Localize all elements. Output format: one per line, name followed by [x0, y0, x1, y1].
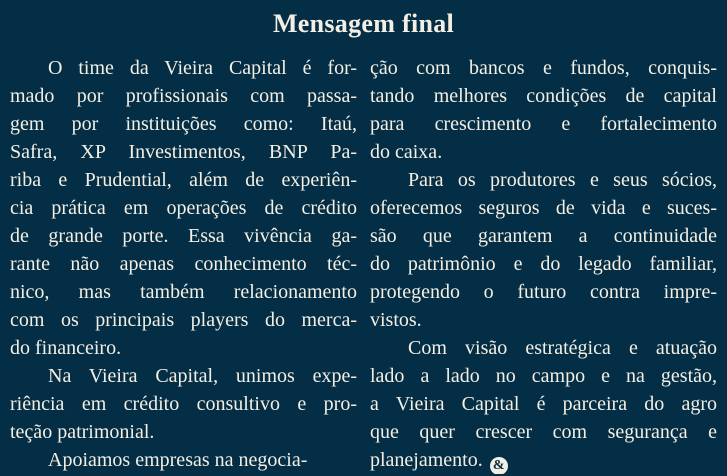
text-line	[10, 222, 357, 250]
ampersand-seal-icon: &	[490, 457, 508, 474]
text-column-left	[10, 54, 357, 474]
text-line	[370, 306, 717, 334]
text-line-content: a Vieira Capital é parceira do agro	[370, 393, 717, 415]
text-line	[370, 138, 717, 166]
text-line	[10, 446, 357, 474]
page-title: Mensagem final	[272, 9, 455, 38]
text-line	[370, 390, 717, 418]
text-line	[370, 418, 717, 446]
text-line-content: de grande porte. Essa vivência ga-	[10, 225, 357, 247]
text-line	[10, 278, 357, 306]
text-line	[10, 82, 357, 110]
text-line-content: que quer crescer com segurança e	[370, 421, 717, 443]
text-line	[370, 250, 717, 278]
text-line	[10, 418, 357, 446]
text-line-content: teção patrimonial.	[10, 421, 155, 443]
text-line-content: do patrimônio e do legado familiar,	[370, 253, 717, 275]
text-line	[370, 166, 717, 194]
text-line	[10, 390, 357, 418]
text-line-content: gem por instituições como: Itaú,	[10, 113, 357, 135]
text-line-content: planejamento.	[370, 449, 483, 471]
text-line-content: cia prática em operações de crédito	[10, 197, 357, 219]
text-line	[10, 194, 357, 222]
text-line-content: do financeiro.	[10, 337, 122, 359]
text-line-content: protegendo o futuro contra impre-	[370, 281, 717, 303]
text-line-content: Na Vieira Capital, unimos expe-	[48, 365, 357, 387]
text-line-content: tando melhores condições de capital	[370, 85, 717, 107]
text-line	[10, 110, 357, 138]
text-line-content: lado a lado no campo e na gestão,	[370, 365, 717, 387]
text-line	[370, 222, 717, 250]
text-line-content: mado por profissionais com passa-	[10, 85, 357, 107]
text-column-right	[370, 54, 717, 474]
text-line-content: rante não apenas conhecimento téc-	[10, 253, 357, 275]
text-line	[370, 82, 717, 110]
text-line-content: para crescimento e fortalecimento	[370, 113, 717, 135]
text-line	[370, 334, 717, 362]
text-line	[370, 278, 717, 306]
text-line-content: são que garantem a continuidade	[370, 225, 717, 247]
text-line	[10, 54, 357, 82]
text-line-content: ção com bancos e fundos, conquis-	[370, 57, 717, 79]
text-line-content: oferecemos seguros de vida e suces-	[370, 197, 717, 219]
text-line	[10, 138, 357, 166]
text-columns	[0, 40, 727, 474]
text-line-content: O time da Vieira Capital é for-	[48, 57, 357, 79]
text-line	[370, 446, 717, 474]
text-line-content: Com visão estratégica e atuação	[408, 337, 717, 359]
text-line	[370, 194, 717, 222]
text-line-content: do caixa.	[370, 141, 443, 163]
text-line	[10, 250, 357, 278]
text-line	[10, 306, 357, 334]
text-line-content: Safra, XP Investimentos, BNP Pa-	[10, 141, 357, 163]
text-line	[10, 362, 357, 390]
text-line-content: com os principais players do merca-	[10, 309, 357, 331]
text-line	[370, 362, 717, 390]
text-line-content: nico, mas também relacionamento	[10, 281, 357, 303]
text-line	[10, 334, 357, 362]
text-line	[370, 54, 717, 82]
text-line	[370, 110, 717, 138]
text-line-content: riência em crédito consultivo e pro-	[10, 393, 357, 415]
text-line	[10, 166, 357, 194]
text-line-content: riba e Prudential, além de experiên-	[10, 169, 357, 191]
text-line-content: Apoiamos empresas na negocia-	[48, 449, 308, 471]
text-line-content: vistos.	[370, 309, 422, 331]
text-line-content: Para os produtores e seus sócios,	[408, 169, 717, 191]
